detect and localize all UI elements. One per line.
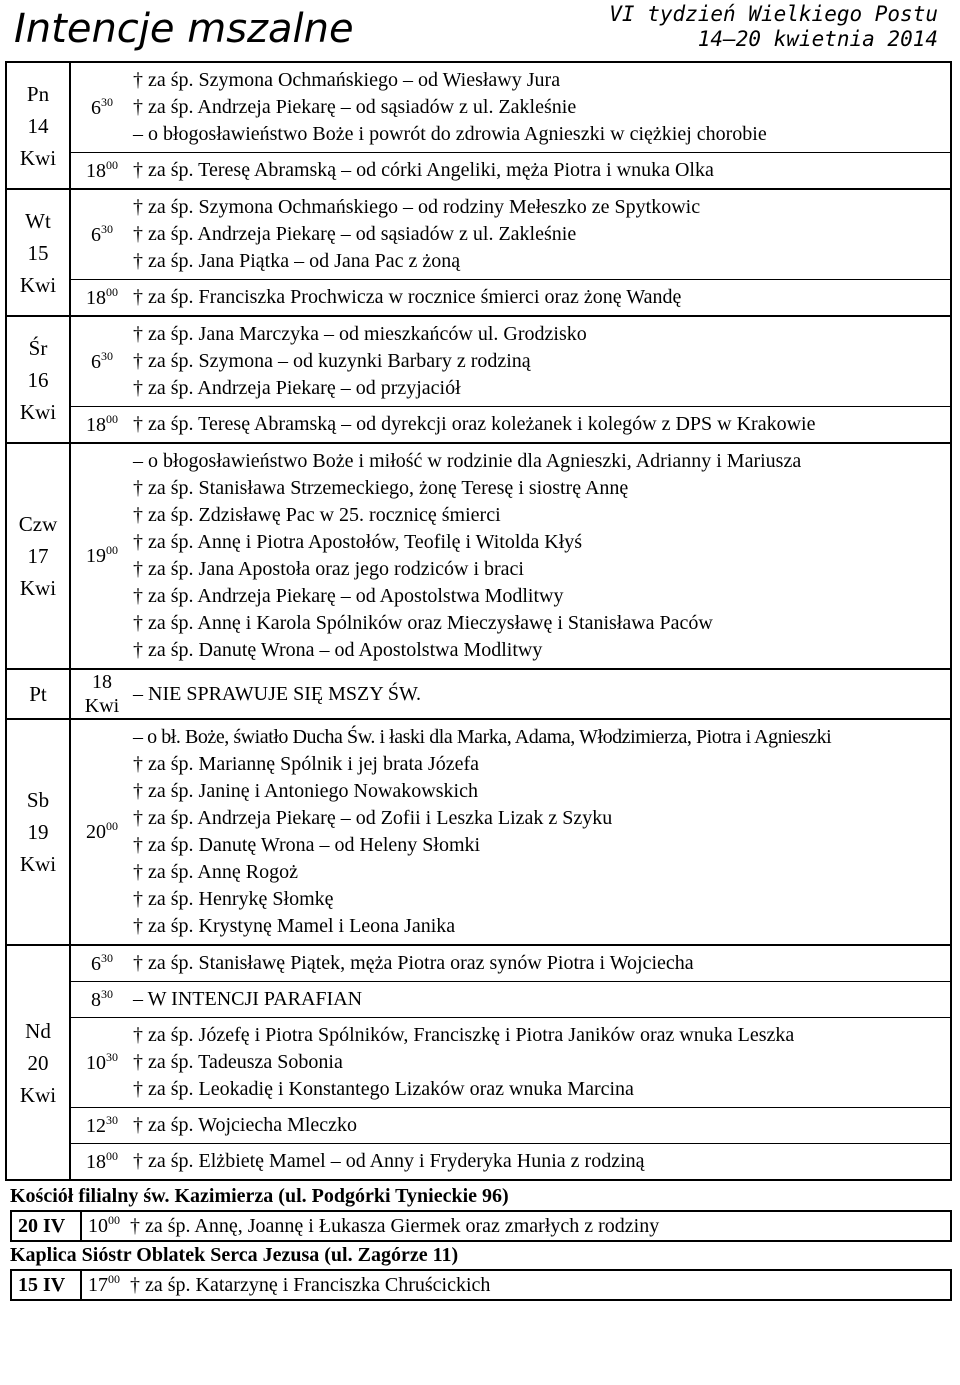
intention-entry: – o bł. Boże, światło Ducha Św. i łaski dla Marka, Adama, Włodzimierza, Piotra i Agnieszki [133, 726, 832, 748]
mass-hour: 12 [86, 1114, 106, 1137]
day-row [6, 62, 951, 189]
chapel-entry: † za śp. Katarzynę i Franciszka Chruścickich [130, 1274, 491, 1296]
day-abbr: Nd [25, 1018, 51, 1043]
mass-hour: 10 [86, 1051, 106, 1074]
day-row [6, 719, 951, 945]
intention-entry: † za śp. Jana Piątka – od Jana Pac z żoną [133, 250, 461, 272]
intention-list [133, 1018, 950, 1107]
intention-list [133, 1144, 950, 1179]
intention-entry: † za śp. Mariannę Spólnik i jej brata Józefa [133, 753, 479, 775]
intention-entry: † za śp. Andrzeja Piekarę – od sąsiadów z ul. Zakleśnie [133, 223, 577, 245]
intention-entry: † za śp. Tadeusza Sobonia [133, 1051, 343, 1073]
intention-entry: – o błogosławieństwo Boże i powrót do zdrowia Agnieszki w ciężkiej chorobie [133, 123, 767, 145]
day-masses [70, 443, 951, 669]
page-header [0, 0, 960, 60]
mass-minute: 30 [106, 1112, 118, 1127]
intention-entry: † za śp. Jana Apostoła oraz jego rodziców i braci [133, 558, 524, 580]
mass-minute: 00 [106, 819, 118, 833]
mass-minute: 00 [106, 1148, 118, 1163]
mass-slot [71, 720, 950, 944]
friday-month: Kwi [84, 695, 120, 717]
day-month: Kwi [19, 852, 57, 876]
mass-slot [71, 1143, 950, 1179]
mass-slot [71, 444, 950, 668]
mass-slot [71, 1107, 950, 1143]
mass-time [71, 952, 133, 976]
mass-minute: 30 [101, 221, 113, 236]
intention-list [133, 982, 950, 1017]
chapel-intention [81, 1270, 951, 1300]
intention-entry: † za śp. Józefę i Piotra Spólników, Franciszkę i Piotra Janików oraz wnuka Leszka [133, 1024, 795, 1046]
mass-hour: 18 [86, 159, 106, 182]
mass-hour: 6 [91, 96, 101, 119]
mass-time [71, 350, 133, 374]
week-name: VI tydzień Wielkiego Postu [609, 2, 938, 26]
intention-entry: † za śp. Elżbietę Mamel – od Anny i Fryderyka Hunia z rodziną [133, 1150, 645, 1172]
mass-hour: 18 [86, 1150, 106, 1173]
page-title: Intencje mszalne [14, 6, 354, 52]
intention-entry: † za śp. Henrykę Słomkę [133, 888, 334, 910]
intention-list [133, 1108, 950, 1143]
intention-entry: – o błogosławieństwo Boże i miłość w rodzinie dla Agnieszki, Adrianny i Mariusza [133, 450, 802, 472]
intention-entry: † za śp. Andrzeja Piekarę – od Apostolstwa Modlitwy [133, 585, 564, 607]
mass-hour: 19 [86, 545, 106, 567]
chapel-time: $17^{00}$ [88, 1272, 120, 1296]
day-label [6, 189, 70, 316]
week-dates: 14–20 kwietnia 2014 [697, 27, 938, 51]
mass-time [71, 670, 133, 718]
mass-minute: 30 [101, 986, 113, 1001]
intention-entry: † za śp. Andrzeja Piekarę – od przyjaciół [133, 377, 461, 399]
mass-minute: 30 [101, 950, 113, 965]
intention-entry: † za śp. Janinę i Antoniego Nowakowskich [133, 780, 478, 802]
day-num: 20 [27, 1050, 49, 1075]
day-label [6, 669, 70, 719]
mass-slot [71, 981, 950, 1017]
intention-entry: † za śp. Leokadię i Konstantego Lizaków oraz wnuka Marcina [133, 1078, 634, 1100]
mass-minute: 30 [101, 94, 113, 109]
day-abbr: Czw [18, 512, 58, 536]
intention-list [133, 63, 950, 152]
mass-hour: 6 [91, 952, 101, 975]
mass-minute: 30 [106, 1049, 118, 1064]
filial-church-title: Kościół filialny św. Kazimierza (ul. Podgórki Tynieckie 96) [10, 1185, 509, 1207]
intention-entry: † za śp. Szymona Ochmańskiego – od rodziny Mełeszko ze Spytkowic [133, 196, 701, 218]
chapel-table [10, 1269, 952, 1301]
mass-time [71, 988, 133, 1012]
mass-minute: 00 [106, 543, 118, 557]
filial-date: 20 IV [11, 1211, 81, 1241]
mass-time [71, 1150, 133, 1174]
day-masses [70, 189, 951, 316]
day-label [6, 719, 70, 945]
day-row [6, 189, 951, 316]
mass-slot [71, 1017, 950, 1107]
day-abbr: Pn [26, 81, 50, 106]
mass-hour: 6 [91, 350, 101, 373]
intention-list [133, 190, 950, 279]
intention-entry: † za śp. Annę i Karola Spólników oraz Mieczysławę i Stanisława Paców [133, 612, 713, 634]
mass-minute: 00 [106, 411, 118, 426]
day-masses [70, 945, 951, 1180]
day-row [6, 669, 951, 719]
intention-entry: – NIE SPRAWUJE SIĘ MSZY ŚW. [133, 682, 422, 705]
intention-entry: † za śp. Szymona – od kuzynki Barbary z rodziną [133, 350, 531, 372]
day-abbr: Pt [29, 682, 47, 706]
mass-time [71, 223, 133, 247]
intention-entry: † za śp. Zdzisławę Pac w 25. rocznicę śmierci [133, 504, 501, 526]
intention-entry: † za śp. Krystynę Mamel i Leona Janika [133, 915, 456, 937]
intention-entry: † za śp. Andrzeja Piekarę – od Zofii i Leszka Lizak z Szyku [133, 807, 613, 829]
intention-list [133, 153, 950, 188]
filial-entry: † za śp. Annę, Joannę i Łukasza Giermek oraz zmarłych z rodziny [130, 1215, 660, 1237]
intention-entry: † za śp. Wojciecha Mleczko [133, 1114, 358, 1136]
intention-entry: † za śp. Andrzeja Piekarę – od sąsiadów z ul. Zakleśnie [133, 96, 577, 118]
day-month: Kwi [19, 576, 57, 600]
mass-minute: 30 [101, 348, 113, 363]
friday-day-number: 18 [92, 671, 112, 693]
mass-hour: 18 [86, 286, 106, 309]
day-masses [70, 719, 951, 945]
day-num: 17 [27, 544, 49, 568]
mass-time [71, 544, 133, 568]
day-month: Kwi [19, 1082, 57, 1107]
day-abbr: Wt [25, 208, 51, 233]
mass-slot [71, 317, 950, 406]
intention-list [133, 677, 950, 712]
mass-hour: 18 [86, 413, 106, 436]
intention-list [133, 720, 950, 944]
mass-minute: 00 [106, 157, 118, 172]
mass-hour: 6 [91, 223, 101, 246]
intention-entry: † za śp. Teresę Abramską – od dyrekcji oraz koleżanek i kolegów z DPS w Krakowie [133, 413, 816, 435]
intention-list [133, 407, 950, 442]
mass-slot [71, 406, 950, 442]
intention-list [133, 946, 950, 981]
day-abbr: Śr [28, 335, 48, 360]
footer [10, 1183, 952, 1301]
mass-slot [71, 190, 950, 279]
day-num: 19 [27, 820, 49, 844]
day-abbr: Sb [26, 788, 50, 812]
intention-entry: † za śp. Annę Rogoż [133, 861, 298, 883]
filial-table [10, 1210, 952, 1242]
intention-list [133, 317, 950, 406]
day-label [6, 443, 70, 669]
intention-entry: † za śp. Danutę Wrona – od Heleny Słomki [133, 834, 481, 856]
filial-intention [81, 1211, 951, 1241]
mass-slot [71, 63, 950, 152]
mass-time [71, 1114, 133, 1138]
intention-entry: † za śp. Teresę Abramską – od córki Angeliki, męża Piotra i wnuka Olka [133, 159, 714, 181]
intentions-table [5, 61, 952, 1181]
mass-slot [71, 279, 950, 315]
day-month: Kwi [19, 399, 57, 424]
day-row [6, 945, 951, 1180]
day-row [6, 316, 951, 443]
day-masses [70, 62, 951, 189]
intention-list [133, 444, 950, 668]
intention-entry: † za śp. Stanisława Strzemeckiego, żonę Teresę i siostrę Annę [133, 477, 629, 499]
chapel-title: Kaplica Sióstr Oblatek Serca Jezusa (ul. Zagórze 11) [10, 1244, 459, 1266]
mass-time [71, 1051, 133, 1075]
chapel-date: 15 IV [11, 1270, 81, 1300]
day-masses [70, 316, 951, 443]
mass-hour: 20 [86, 821, 106, 843]
mass-time [71, 96, 133, 120]
intention-entry: † za śp. Annę i Piotra Apostołów, Teofilę i Witolda Kłyś [133, 531, 583, 553]
intention-entry: † za śp. Franciszka Prochwicza w rocznice śmierci oraz żonę Wandę [133, 286, 682, 308]
day-month: Kwi [19, 272, 57, 297]
mass-minute: 00 [106, 284, 118, 299]
mass-time [71, 159, 133, 183]
week-info [609, 2, 938, 52]
mass-slot [71, 946, 950, 981]
intention-list [133, 280, 950, 315]
mass-slot [71, 152, 950, 188]
day-month: Kwi [19, 145, 57, 170]
filial-time: $10^{00}$ [88, 1213, 120, 1237]
mass-hour: 8 [91, 988, 101, 1011]
day-masses [70, 669, 951, 719]
intention-entry: † za śp. Jana Marczyka – od mieszkańców ul. Grodzisko [133, 323, 587, 345]
day-row [6, 443, 951, 669]
day-label [6, 316, 70, 443]
intention-entry: – W INTENCJI PARAFIAN [133, 988, 363, 1010]
day-label [6, 62, 70, 189]
day-num: 14 [27, 113, 49, 138]
intention-entry: † za śp. Danutę Wrona – od Apostolstwa Modlitwy [133, 639, 543, 661]
day-num: 15 [27, 240, 49, 265]
day-label [6, 945, 70, 1180]
mass-time [71, 413, 133, 437]
day-num: 16 [27, 367, 49, 392]
mass-time [71, 286, 133, 310]
mass-time [71, 820, 133, 844]
mass-slot [71, 670, 950, 718]
intention-entry: † za śp. Szymona Ochmańskiego – od Wiesławy Jura [133, 69, 561, 91]
intention-entry: † za śp. Stanisławę Piątek, męża Piotra oraz synów Piotra i Wojciecha [133, 952, 694, 974]
